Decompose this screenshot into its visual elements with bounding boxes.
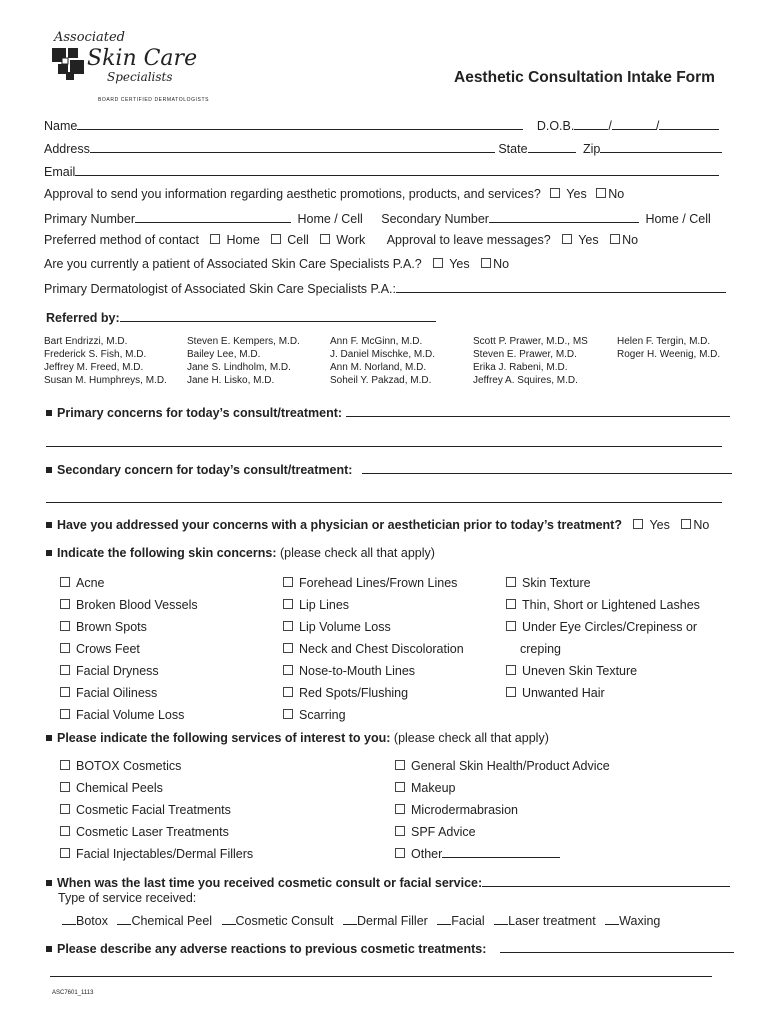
doctor-name: Helen F. Tergin, M.D.	[617, 336, 711, 347]
checkbox[interactable]	[395, 760, 405, 770]
last-time-label: When was the last time you received cosmetic consult or facial service:	[57, 876, 483, 890]
doctor-name: Steven E. Kempers, M.D.	[187, 336, 300, 347]
skin-concern-item[interactable]: Uneven Skin Texture	[506, 660, 700, 682]
checkbox[interactable]	[506, 577, 516, 587]
messages-no-checkbox[interactable]	[610, 234, 620, 244]
skin-concern-item[interactable]: Nose-to-Mouth Lines	[283, 660, 464, 682]
contact-cell-checkbox[interactable]	[271, 234, 281, 244]
phone-row	[44, 210, 711, 226]
leave-messages-label: Approval to leave messages?	[386, 233, 551, 247]
doctor-name: Jane S. Lindholm, M.D.	[187, 362, 291, 373]
doctor-name: Erika J. Rabeni, M.D.	[473, 362, 568, 373]
primary-number-field[interactable]	[135, 210, 291, 223]
doctor-name: Soheil Y. Pakzad, M.D.	[330, 375, 432, 386]
checkbox[interactable]	[283, 577, 293, 587]
state-label: State	[498, 142, 528, 156]
service-type-item[interactable]: Laser treatment	[494, 914, 596, 928]
doctor-name: Jeffrey A. Squires, M.D.	[473, 375, 578, 386]
checkbox[interactable]	[60, 665, 70, 675]
services-label: Please indicate the following services of interest to you:	[57, 731, 391, 745]
service-type-row	[62, 912, 660, 928]
service-item[interactable]: BOTOX Cosmetics	[60, 755, 253, 777]
adverse-field[interactable]	[500, 940, 734, 953]
name-row	[44, 117, 719, 133]
bullet-icon	[46, 735, 52, 741]
yes-label: Yes	[649, 518, 670, 532]
approval-question: Approval to send you information regarding aesthetic promotions, products, and services?	[44, 187, 541, 201]
service-item[interactable]: Facial Injectables/Dermal Fillers	[60, 843, 253, 865]
patient-yes-checkbox[interactable]	[433, 258, 443, 268]
doctor-name: Bart Endrizzi, M.D.	[44, 336, 128, 347]
address-field[interactable]	[90, 140, 495, 153]
service-type-item[interactable]: Botox	[62, 914, 108, 928]
doctor-name: Bailey Lee, M.D.	[187, 349, 261, 360]
logo-sub-text: Specialists	[107, 70, 173, 84]
checkbox[interactable]	[60, 643, 70, 653]
doctor-name: Ann F. McGinn, M.D.	[330, 336, 423, 347]
checkbox[interactable]	[60, 577, 70, 587]
service-type-item[interactable]: Dermal Filler	[343, 914, 428, 928]
address-row	[44, 140, 722, 156]
logo-main-text: Skin Care	[87, 46, 198, 71]
skin-concern-item[interactable]: Scarring	[283, 704, 464, 726]
doctor-name: Jane H. Lisko, M.D.	[187, 375, 275, 386]
doctor-name: Scott P. Prawer, M.D., MS	[473, 336, 588, 347]
skin-concerns-col-3	[506, 572, 700, 704]
doctor-name: Ann M. Norland, M.D.	[330, 362, 427, 373]
primary-derm-field[interactable]	[396, 280, 726, 293]
approval-no-checkbox[interactable]	[596, 188, 606, 198]
email-field[interactable]	[75, 163, 719, 176]
checkbox[interactable]	[506, 599, 516, 609]
addressed-prior-label: Have you addressed your concerns with a physician or aesthetician prior to today’s treatment?	[57, 518, 622, 532]
addressed-prior-row	[46, 518, 709, 532]
checkbox[interactable]	[60, 760, 70, 770]
primary-derm-label: Primary Dermatologist of Associated Skin Care Specialists P.A.:	[44, 282, 396, 296]
no-label: No	[693, 518, 710, 532]
bullet-icon	[46, 946, 52, 952]
yes-label: Yes	[566, 187, 587, 201]
email-row	[44, 163, 719, 179]
skin-concern-item[interactable]: Skin Texture	[506, 572, 700, 594]
contact-work-checkbox[interactable]	[320, 234, 330, 244]
checkbox[interactable]	[283, 687, 293, 697]
service-item[interactable]: Chemical Peels	[60, 777, 253, 799]
doctor-name: Frederick S. Fish, M.D.	[44, 349, 147, 360]
checkbox[interactable]	[60, 621, 70, 631]
bullet-icon	[46, 522, 52, 528]
yes-label: Yes	[578, 233, 599, 247]
bullet-icon	[46, 550, 52, 556]
address-label: Address	[44, 142, 90, 156]
skin-concern-item[interactable]: Facial Dryness	[60, 660, 198, 682]
checkbox[interactable]	[60, 804, 70, 814]
secondary-number-field[interactable]	[489, 210, 639, 223]
contact-work-label: Work	[336, 233, 366, 247]
primary-concerns-line-2[interactable]	[46, 446, 722, 447]
secondary-concern-line-2[interactable]	[46, 502, 722, 503]
dob-year-field[interactable]	[659, 117, 719, 130]
dob-separator: /	[655, 119, 660, 133]
doctor-name: Steven E. Prawer, M.D.	[473, 349, 577, 360]
checkbox[interactable]	[60, 848, 70, 858]
contact-home-checkbox[interactable]	[210, 234, 220, 244]
zip-field[interactable]	[600, 140, 722, 153]
secondary-concern-label: Secondary concern for today’s consult/treatment:	[57, 463, 353, 477]
patient-no-checkbox[interactable]	[481, 258, 491, 268]
doctor-column-3	[330, 335, 435, 387]
contact-cell-label: Cell	[287, 233, 309, 247]
no-label: No	[493, 257, 510, 271]
doctor-column-4	[473, 335, 588, 387]
checkbox[interactable]	[283, 665, 293, 675]
form-code: ASC7601_1113	[52, 990, 94, 996]
checkbox[interactable]	[395, 826, 405, 836]
checkbox[interactable]	[60, 709, 70, 719]
checkbox[interactable]	[60, 826, 70, 836]
preferred-contact-label: Preferred method of contact	[44, 233, 199, 247]
bullet-icon	[46, 410, 52, 416]
dob-label: D.O.B.	[536, 119, 575, 133]
skin-concern-item[interactable]: Red Spots/Flushing	[283, 682, 464, 704]
email-label: Email	[44, 165, 76, 179]
checkbox[interactable]	[60, 782, 70, 792]
checkbox[interactable]	[506, 665, 516, 675]
checkbox[interactable]	[283, 599, 293, 609]
checkbox[interactable]	[283, 709, 293, 719]
no-label: No	[622, 233, 639, 247]
skin-concern-item[interactable]: Broken Blood Vessels	[60, 594, 198, 616]
last-time-row	[46, 874, 730, 890]
check-all-note: (please check all that apply)	[279, 546, 435, 560]
yes-label: Yes	[449, 257, 470, 271]
services-heading	[46, 731, 549, 745]
primary-home-cell: Home / Cell	[297, 212, 363, 226]
check-all-note: (please check all that apply)	[393, 731, 549, 745]
skin-concern-item[interactable]: Lip Lines	[283, 594, 464, 616]
secondary-concern-field[interactable]	[362, 461, 732, 474]
skin-concern-item[interactable]: Brown Spots	[60, 616, 198, 638]
approval-yes-checkbox[interactable]	[550, 188, 560, 198]
checkbox[interactable]	[395, 782, 405, 792]
skin-concern-item[interactable]: Forehead Lines/Frown Lines	[283, 572, 464, 594]
addressed-yes-checkbox[interactable]	[633, 519, 643, 529]
addressed-no-checkbox[interactable]	[681, 519, 691, 529]
service-type-item[interactable]: Facial	[437, 914, 484, 928]
doctor-column-5	[617, 335, 720, 361]
name-label: Name	[44, 119, 78, 133]
service-item[interactable]: Cosmetic Facial Treatments	[60, 799, 253, 821]
service-item[interactable]: Other	[395, 843, 610, 865]
approval-row	[44, 187, 624, 201]
checkbox[interactable]	[395, 804, 405, 814]
checkbox[interactable]	[60, 687, 70, 697]
doctor-name: Susan M. Humphreys, M.D.	[44, 375, 167, 386]
skin-concerns-col-1	[60, 572, 198, 726]
dob-separator: /	[608, 119, 612, 133]
adverse-line-2[interactable]	[50, 976, 712, 977]
skin-concern-item[interactable]: Lip Volume Loss	[283, 616, 464, 638]
contact-home-label: Home	[226, 233, 260, 247]
referred-by-field[interactable]	[120, 309, 436, 322]
primary-number-label: Primary Number	[44, 212, 135, 226]
page-title: Aesthetic Consultation Intake Form	[454, 69, 715, 86]
secondary-concern-row	[46, 461, 732, 477]
skin-concern-item[interactable]: Acne	[60, 572, 198, 594]
service-item[interactable]: Cosmetic Laser Treatments	[60, 821, 253, 843]
doctor-column-1	[44, 335, 167, 387]
referred-by-row	[46, 309, 436, 325]
skin-concern-continuation: creping	[520, 642, 561, 656]
adverse-row	[46, 940, 734, 956]
logo-tagline: BOARD CERTIFIED DERMATOLOGISTS	[98, 97, 210, 103]
primary-concerns-row	[46, 404, 730, 420]
skin-concern-item[interactable]: Facial Oiliness	[60, 682, 198, 704]
service-type-item[interactable]: Chemical Peel	[117, 914, 212, 928]
current-patient-label: Are you currently a patient of Associated Skin Care Specialists P.A.?	[44, 257, 422, 271]
services-col-1	[60, 755, 253, 865]
secondary-home-cell: Home / Cell	[645, 212, 711, 226]
messages-yes-checkbox[interactable]	[562, 234, 572, 244]
service-item[interactable]: SPF Advice	[395, 821, 610, 843]
skin-concern-item[interactable]: Under Eye Circles/Crepiness or	[506, 616, 700, 638]
referred-by-label: Referred by:	[46, 311, 120, 325]
adverse-label: Please describe any adverse reactions to previous cosmetic treatments:	[57, 942, 487, 956]
skin-concern-item[interactable]: Unwanted Hair	[506, 682, 700, 704]
logo	[52, 30, 222, 105]
service-item[interactable]: Makeup	[395, 777, 610, 799]
skin-concerns-label: Indicate the following skin concerns:	[57, 546, 277, 560]
type-of-service-label: Type of service received:	[58, 891, 197, 905]
checkbox[interactable]	[283, 621, 293, 631]
service-item[interactable]: Microdermabrasion	[395, 799, 610, 821]
doctor-name: Jeffrey M. Freed, M.D.	[44, 362, 144, 373]
secondary-number-label: Secondary Number	[381, 212, 489, 226]
current-patient-row	[44, 257, 509, 271]
skin-concern-item[interactable]: Facial Volume Loss	[60, 704, 198, 726]
zip-label: Zip	[583, 142, 601, 156]
name-field[interactable]	[77, 117, 523, 130]
doctor-name: J. Daniel Mischke, M.D.	[330, 349, 436, 360]
service-type-item[interactable]: Waxing	[605, 914, 660, 928]
dob-month-field[interactable]	[574, 117, 608, 130]
checkbox[interactable]	[506, 687, 516, 697]
doctor-name: Roger H. Weenig, M.D.	[617, 349, 721, 360]
logo-top-text: Associated	[54, 30, 125, 45]
checkbox[interactable]	[395, 848, 405, 858]
skin-concerns-col-2	[283, 572, 464, 726]
dob-day-field[interactable]	[612, 117, 656, 130]
doctor-column-2	[187, 335, 300, 387]
preferred-contact-row	[44, 233, 638, 247]
skin-concern-item[interactable]: Thin, Short or Lightened Lashes	[506, 594, 700, 616]
other-service-field[interactable]	[442, 845, 560, 858]
checkbox[interactable]	[60, 599, 70, 609]
checkbox[interactable]	[283, 643, 293, 653]
skin-concerns-heading	[46, 546, 435, 560]
service-item[interactable]: General Skin Health/Product Advice	[395, 755, 610, 777]
bullet-icon	[46, 880, 52, 886]
checkbox[interactable]	[506, 621, 516, 631]
bullet-icon	[46, 467, 52, 473]
primary-derm-row	[44, 280, 726, 296]
state-field[interactable]	[528, 140, 576, 153]
logo-mark-icon	[52, 48, 84, 80]
no-label: No	[608, 187, 625, 201]
skin-concern-item[interactable]: Crows Feet	[60, 638, 198, 660]
primary-concerns-label: Primary concerns for today’s consult/treatment:	[57, 406, 343, 420]
services-col-2	[395, 755, 610, 865]
primary-concerns-field[interactable]	[346, 404, 730, 417]
service-type-item[interactable]: Cosmetic Consult	[222, 914, 334, 928]
skin-concern-item[interactable]: Neck and Chest Discoloration	[283, 638, 464, 660]
last-time-field[interactable]	[482, 874, 730, 887]
